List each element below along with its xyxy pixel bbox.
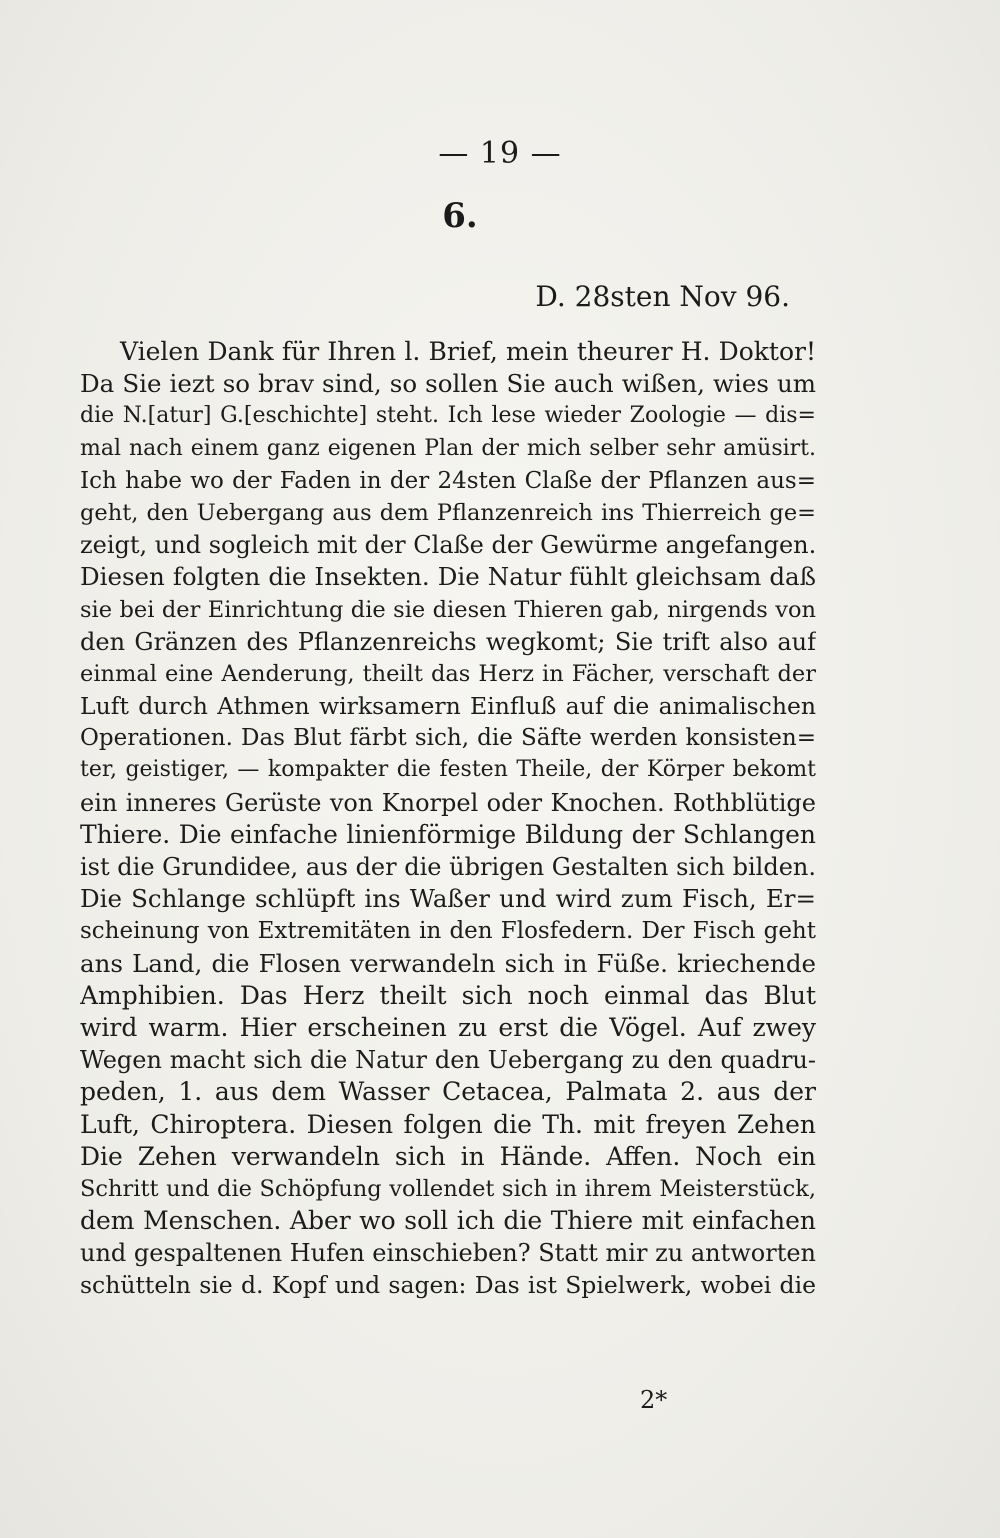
text-line: Da Sie iezt so brav sind, so sollen Sie auch wißen, wies um bbox=[80, 369, 816, 399]
text-line: Luft durch Athmen wirksamern Einfluß auf die animalischen bbox=[80, 692, 816, 721]
text-line: wird warm. Hier erscheinen zu erst die Vögel. Auf zwey bbox=[80, 1012, 816, 1042]
text-line: ter, geistiger, — kompakter die festen Theile, der Körper bekomt bbox=[80, 757, 816, 783]
text-line: Vielen Dank für Ihren l. Brief, mein theurer H. Doktor! bbox=[120, 337, 816, 366]
text-line: zeigt, und sogleich mit der Claße der Gewürme angefangen. bbox=[80, 531, 816, 560]
text-line: geht, den Uebergang aus dem Pflanzenreich ins Thierreich ge= bbox=[80, 499, 816, 526]
text-line: scheinung von Extremitäten in den Flosfedern. Der Fisch geht bbox=[80, 918, 816, 945]
text-line: Schritt und die Schöpfung vollendet sich in ihrem Meisterstück, bbox=[80, 1175, 816, 1202]
text-line: den Gränzen des Pflanzenreichs wegkomt; Sie trift also auf bbox=[80, 627, 816, 656]
text-line: die N.[atur] G.[eschichte] steht. Ich lese wieder Zoologie — dis= bbox=[80, 403, 816, 429]
text-line: Thiere. Die einfache linienförmige Bildung der Schlangen bbox=[80, 819, 816, 849]
text-line: schütteln sie d. Kopf und sagen: Das ist Spielwerk, wobei die bbox=[80, 1271, 816, 1300]
text-line: dem Menschen. Aber wo soll ich die Thiere mit einfachen bbox=[80, 1206, 816, 1236]
text-line: Diesen folgten die Insekten. Die Natur fühlt gleichsam daß bbox=[80, 562, 816, 592]
letter-date: D. 28sten Nov 96. bbox=[535, 280, 790, 313]
page-number: — 19 — bbox=[438, 136, 562, 171]
text-line: Die Schlange schlüpft ins Waßer und wird zum Fisch, Er= bbox=[80, 884, 816, 914]
text-line: Wegen macht sich die Natur den Uebergang zu den quadru- bbox=[80, 1046, 816, 1075]
text-line: ein inneres Gerüste von Knorpel oder Knochen. Rothblütige bbox=[80, 788, 816, 817]
text-line: Amphibien. Das Herz theilt sich noch einmal das Blut bbox=[80, 980, 816, 1010]
text-line: ist die Grundidee, aus der die übrigen Gestalten sich bilden. bbox=[80, 853, 816, 881]
text-line: Operationen. Das Blut färbt sich, die Säfte werden konsisten= bbox=[80, 725, 816, 752]
text-line: einmal eine Aenderung, theilt das Herz in Fächer, verschaft der bbox=[80, 660, 816, 687]
signature-mark: 2* bbox=[640, 1386, 668, 1414]
text-line: Ich habe wo der Faden in der 24sten Claße der Pflanzen aus= bbox=[80, 467, 816, 494]
text-line: Luft, Chiroptera. Diesen folgen die Th. mit freyen Zehen bbox=[80, 1109, 816, 1139]
letter-number: 6. bbox=[442, 196, 478, 236]
text-line: mal nach einem ganz eigenen Plan der mich selber sehr amüsirt. bbox=[80, 435, 816, 461]
text-line: Die Zehen verwandeln sich in Hände. Affen. Noch ein bbox=[80, 1141, 816, 1171]
text-line: ans Land, die Flosen verwandeln sich in Füße. kriechende bbox=[80, 948, 816, 978]
text-line: sie bei der Einrichtung die sie diesen Thieren gab, nirgends von bbox=[80, 596, 816, 623]
text-line: und gespaltenen Hufen einschieben? Statt mir zu antworten bbox=[80, 1239, 816, 1268]
text-line: peden, 1. aus dem Wasser Cetacea, Palmata 2. aus der bbox=[80, 1077, 816, 1107]
letter-body bbox=[80, 336, 816, 1302]
